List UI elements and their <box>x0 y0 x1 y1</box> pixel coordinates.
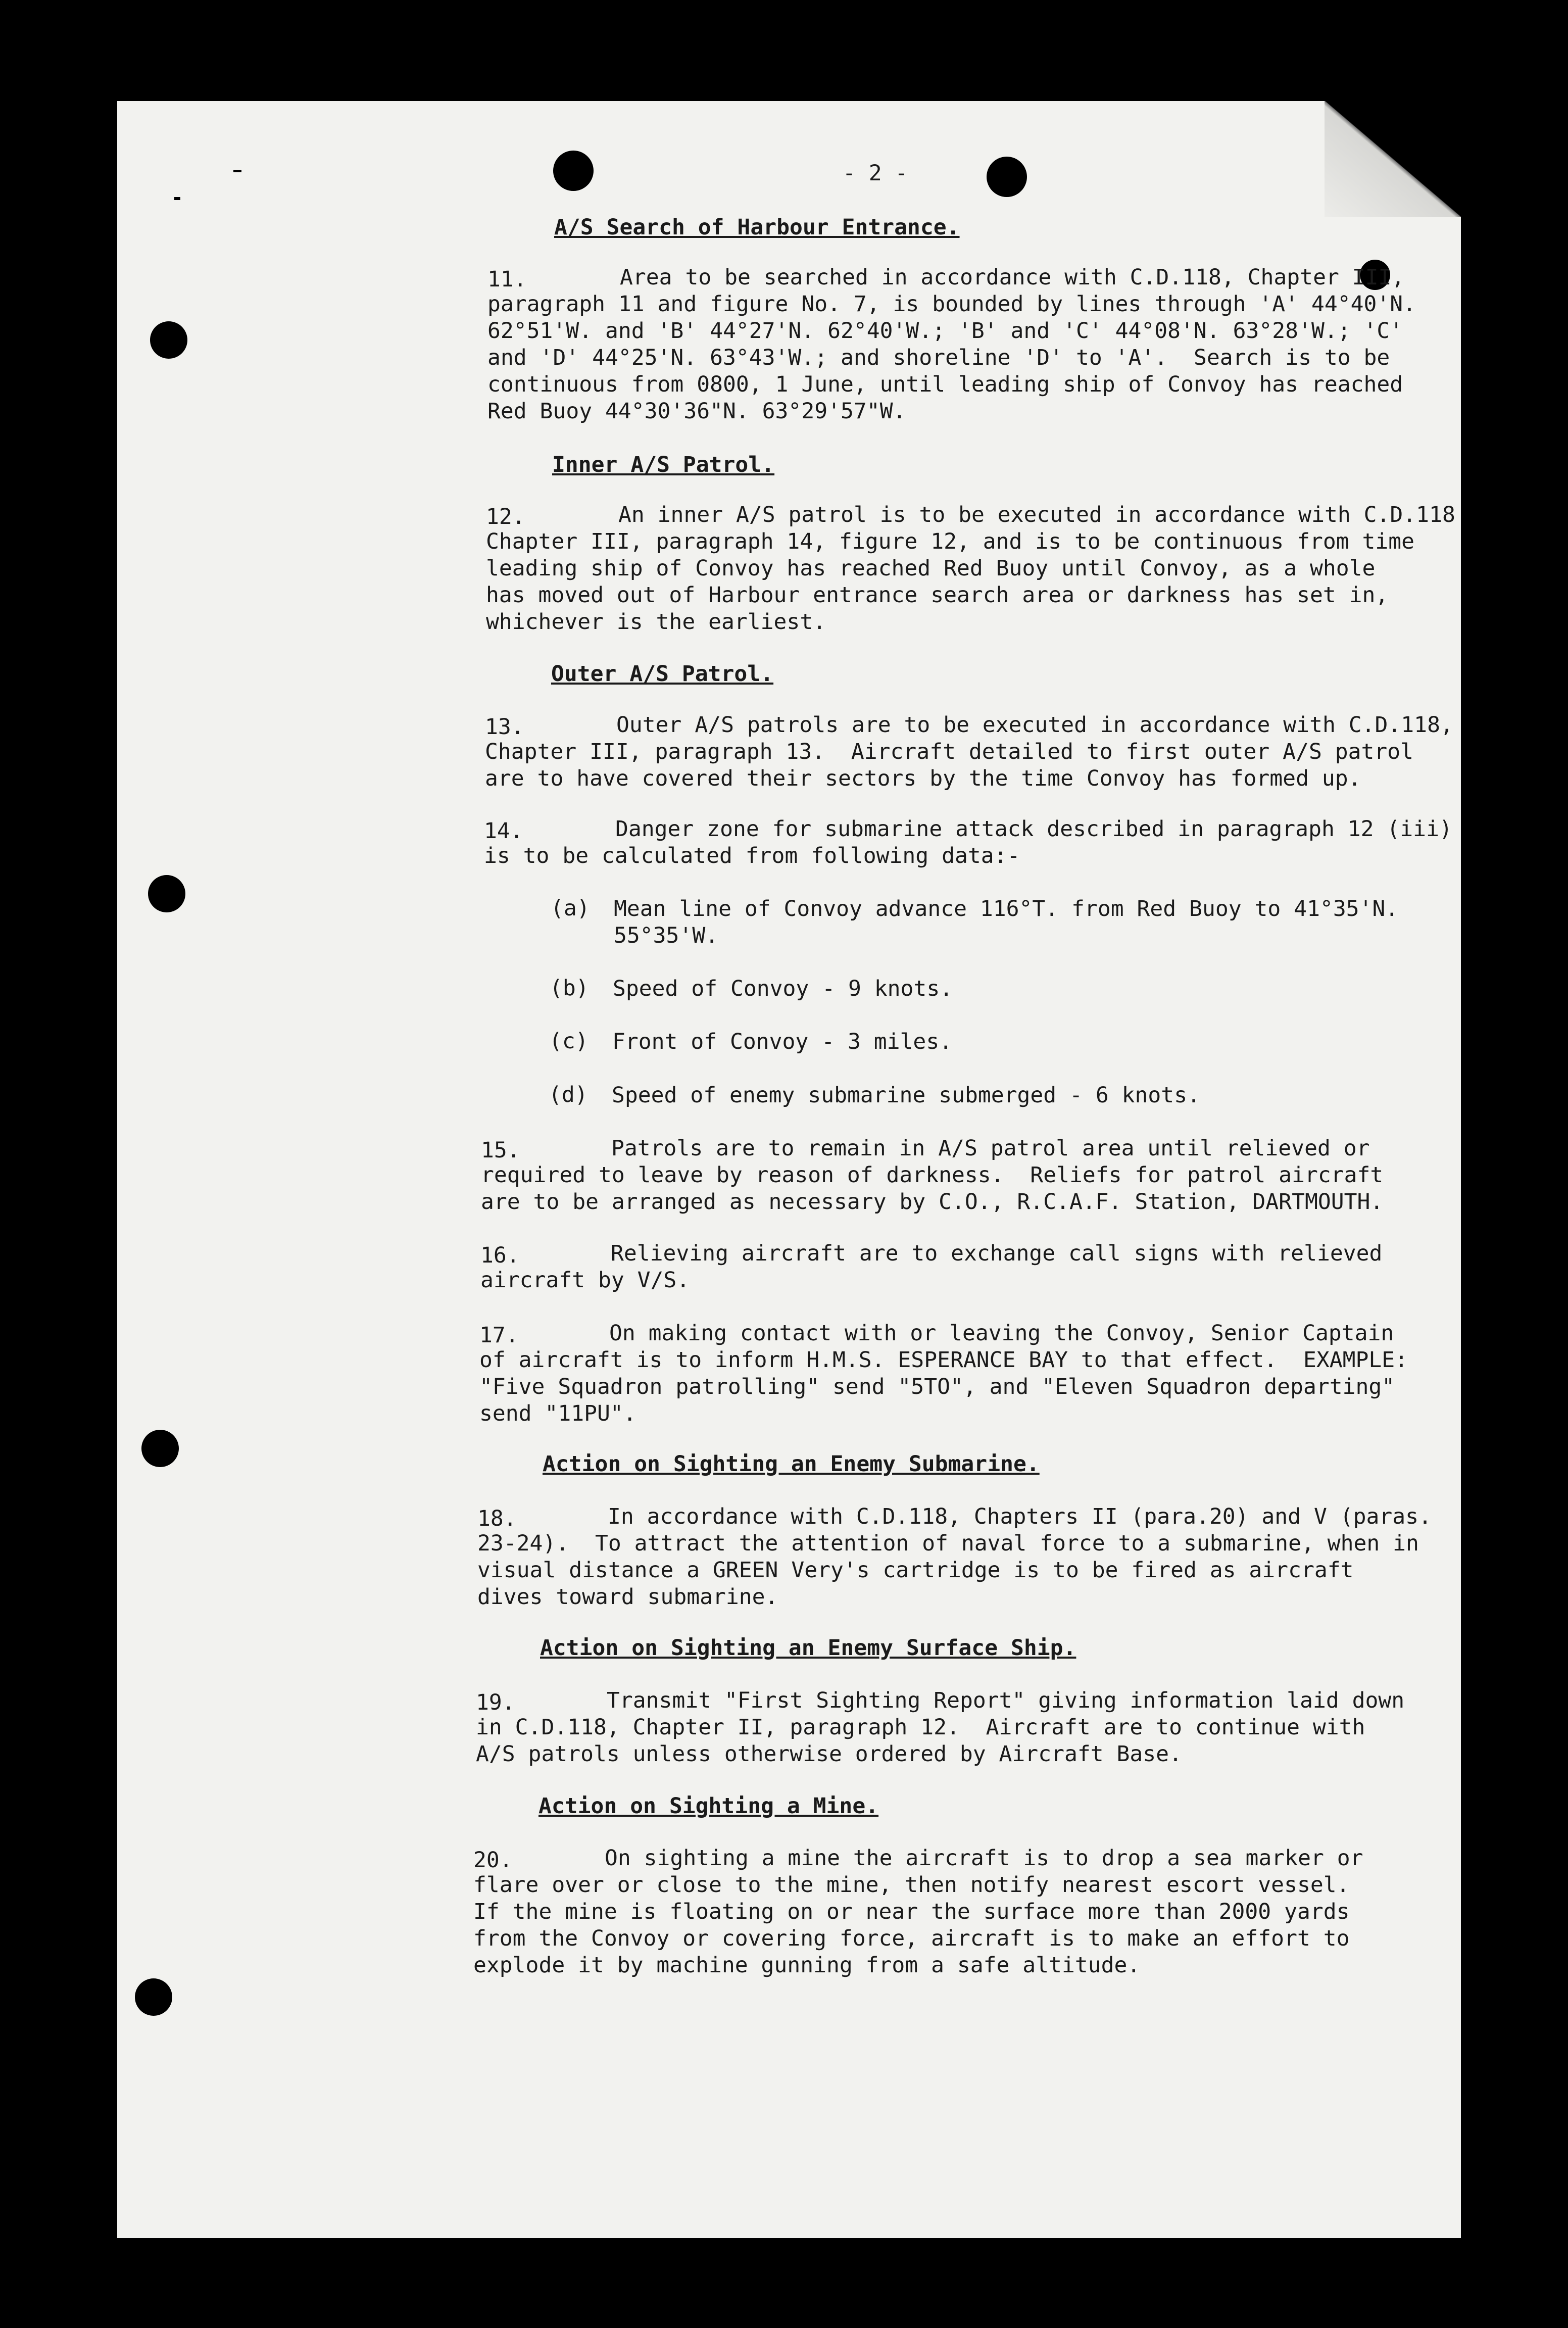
paragraph-line: and 'D' 44°25'N. 63°43'W.; and shoreline 'D' to 'A'. Search is to be <box>487 345 1390 370</box>
list-label: (d) <box>549 1082 588 1107</box>
paragraph-line: from the Convoy or covering force, aircraft is to make an effort to <box>473 1926 1350 1951</box>
paragraph-number: 17. <box>479 1323 519 1348</box>
paragraph-line: Area to be searched in accordance with C.D.118, Chapter III, <box>620 265 1405 290</box>
paragraph-line: aircraft by V/S. <box>480 1268 690 1293</box>
section-heading: Action on Sighting a Mine. <box>538 1793 879 1819</box>
punch-hole <box>148 875 185 912</box>
paragraph-line: paragraph 11 and figure No. 7, is bounded by lines through 'A' 44°40'N. <box>487 292 1416 317</box>
paragraph-line: On making contact with or leaving the Convoy, Senior Captain <box>609 1321 1394 1346</box>
punch-hole <box>987 157 1027 197</box>
paragraph-number: 18. <box>477 1506 517 1531</box>
paragraph-number: 12. <box>486 504 525 529</box>
page-number: - 2 - <box>843 161 908 186</box>
paragraph-line: 23-24). To attract the attention of naval force to a submarine, when in <box>477 1531 1419 1556</box>
list-item-line: 55°35'W. <box>614 923 719 948</box>
paragraph-line: send "11PU". <box>479 1401 636 1426</box>
paragraph-line: flare over or close to the mine, then notify nearest escort vessel. <box>473 1872 1350 1898</box>
list-item-line: Speed of enemy submarine submerged - 6 knots. <box>612 1083 1200 1108</box>
paragraph-line: In accordance with C.D.118, Chapters II (para.20) and V (paras. <box>608 1504 1432 1529</box>
paragraph-number: 14. <box>484 818 523 844</box>
folded-corner <box>1325 101 1461 217</box>
paragraph-number: 11. <box>487 267 527 292</box>
paragraph-number: 15. <box>481 1138 520 1163</box>
paragraph-line: dives toward submarine. <box>477 1584 778 1610</box>
section-heading: A/S Search of Harbour Entrance. <box>554 215 960 240</box>
paragraph-line: is to be calculated from following data:- <box>484 843 1020 868</box>
paragraph-number: 13. <box>485 714 524 740</box>
paragraph-line: has moved out of Harbour entrance search area or darkness has set in, <box>486 583 1389 608</box>
list-label: (a) <box>551 896 590 921</box>
paragraph-line: visual distance a GREEN Very's cartridge is to be fired as aircraft <box>477 1558 1354 1583</box>
list-item-line: Mean line of Convoy advance 116°T. from Red Buoy to 41°35'N. <box>614 896 1399 922</box>
section-heading: Action on Sighting an Enemy Surface Ship. <box>540 1635 1076 1661</box>
paragraph-line: are to have covered their sectors by the time Convoy has formed up. <box>485 766 1361 791</box>
paragraph-line: "Five Squadron patrolling" send "5TO", and "Eleven Squadron departing" <box>479 1374 1395 1399</box>
paragraph-line: required to leave by reason of darkness. Reliefs for patrol aircraft <box>481 1162 1384 1188</box>
section-heading: Inner A/S Patrol. <box>552 452 775 477</box>
paragraph-line: Transmit "First Sighting Report" giving information laid down <box>607 1688 1405 1713</box>
paragraph-line: in C.D.118, Chapter II, paragraph 12. Aircraft are to continue with <box>476 1715 1365 1740</box>
list-item-line: Front of Convoy - 3 miles. <box>612 1029 953 1054</box>
list-label: (b) <box>550 976 589 1001</box>
section-heading: Outer A/S Patrol. <box>551 661 774 687</box>
paragraph-line: 62°51'W. and 'B' 44°27'N. 62°40'W.; 'B' and 'C' 44°08'N. 63°28'W.; 'C' <box>487 318 1403 344</box>
speck <box>233 170 241 172</box>
punch-hole <box>150 321 187 359</box>
section-heading: Action on Sighting an Enemy Submarine. <box>543 1451 1040 1477</box>
paragraph-line: explode it by machine gunning from a safe altitude. <box>473 1953 1141 1978</box>
paragraph-line: whichever is the earliest. <box>486 609 826 635</box>
paragraph-number: 19. <box>476 1690 515 1715</box>
list-item-line: Speed of Convoy - 9 knots. <box>613 976 953 1001</box>
paragraph-number: 16. <box>480 1243 520 1268</box>
paragraph-line: leading ship of Convoy has reached Red Buoy until Convoy, as a whole <box>486 556 1376 581</box>
paragraph-line: An inner A/S patrol is to be executed in accordance with C.D.118 <box>618 502 1455 527</box>
list-label: (c) <box>549 1029 589 1054</box>
punch-hole <box>553 151 594 191</box>
paragraph-line: Red Buoy 44°30'36"N. 63°29'57"W. <box>487 399 906 424</box>
paragraph-line: Patrols are to remain in A/S patrol area until relieved or <box>611 1136 1370 1161</box>
paragraph-line: Relieving aircraft are to exchange call signs with relieved <box>611 1241 1383 1266</box>
paragraph-line: of aircraft is to inform H.M.S. ESPERANCE BAY to that effect. EXAMPLE: <box>479 1347 1408 1373</box>
paragraph-line: A/S patrols unless otherwise ordered by Aircraft Base. <box>476 1741 1182 1767</box>
paragraph-line: If the mine is floating on or near the surface more than 2000 yards <box>473 1899 1350 1924</box>
paragraph-line: are to be arranged as necessary by C.O., R.C.A.F. Station, DARTMOUTH. <box>481 1189 1384 1215</box>
paragraph-number: 20. <box>473 1848 513 1873</box>
paragraph-line: continuous from 0800, 1 June, until leading ship of Convoy has reached <box>487 372 1403 397</box>
punch-hole <box>141 1430 179 1467</box>
punch-hole <box>135 1978 172 2016</box>
paragraph-line: Danger zone for submarine attack described in paragraph 12 (iii) <box>615 816 1452 842</box>
paragraph-line: Chapter III, paragraph 13. Aircraft detailed to first outer A/S patrol <box>485 739 1414 764</box>
speck <box>174 197 180 200</box>
paragraph-line: On sighting a mine the aircraft is to drop a sea marker or <box>605 1846 1363 1871</box>
paragraph-line: Chapter III, paragraph 14, figure 12, and is to be continuous from time <box>486 529 1415 554</box>
paragraph-line: Outer A/S patrols are to be executed in accordance with C.D.118, <box>616 712 1453 738</box>
